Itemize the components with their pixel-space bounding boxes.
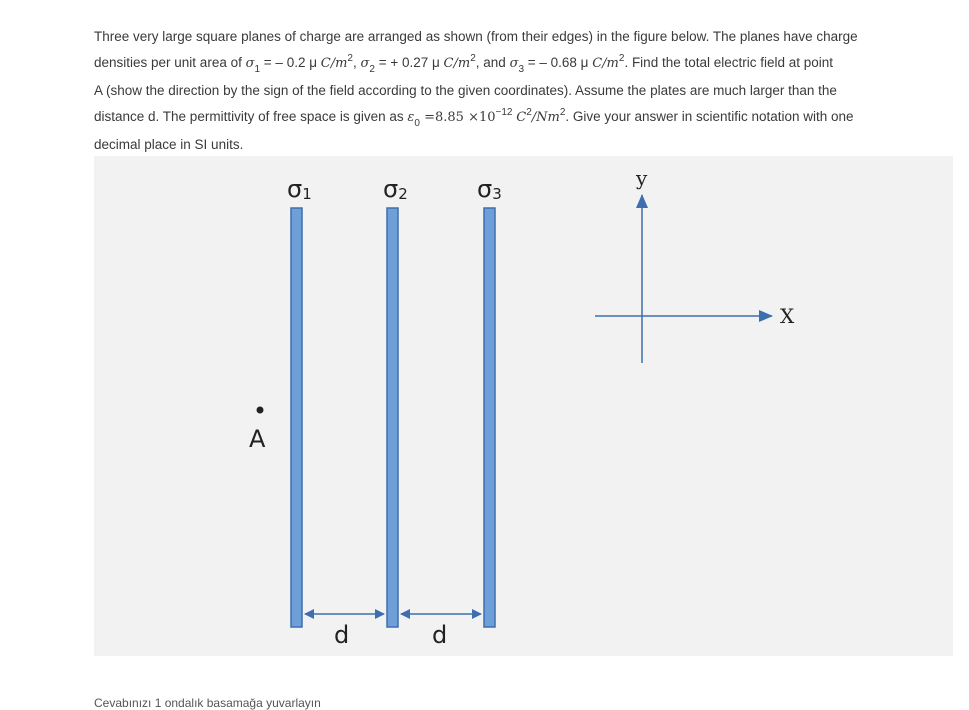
question-line-2: densities per unit area of $\sigma_1$ = – 0.2 μ $C/m^2$, $\sigma_2$ = + 0.27 μ $C/m^2$, and $\sigma_3$ = – 0.68 μ $C/m^2$. Find the total electric field at point: [94, 53, 834, 75]
sigma3-symbol: σ: [509, 56, 519, 71]
spacing-label-1: d: [334, 621, 350, 649]
sigma2-symbol: σ: [360, 56, 370, 71]
plate-3-label: σ3: [477, 175, 502, 203]
y-axis-label: y: [636, 166, 648, 190]
x-axis-label: X: [780, 304, 795, 328]
spacing-label-2: d: [432, 621, 448, 649]
plate-1: [291, 208, 302, 627]
question-line-4: distance d. The permittivity of free space is given as $\varepsilon_0 =8.85 \times 10^{-12}$ $C^2/Nm^2$. Give your answer in scientific notation with one: [94, 107, 854, 129]
plate-2-label: σ2: [383, 175, 408, 203]
question-text: [94, 24, 944, 158]
answer-hint: Cevabınızı 1 ondalık basamağa yuvarlayın: [94, 696, 321, 710]
plate-3: [484, 208, 495, 627]
sigma1-symbol: σ: [245, 56, 255, 71]
question-line-5: decimal place in SI units.: [94, 137, 244, 152]
figure-canvas: [94, 156, 953, 656]
epsilon-symbol: ε: [407, 110, 415, 125]
plate-2: [387, 208, 398, 627]
physics-figure: [94, 156, 953, 656]
point-a-label: A: [249, 425, 266, 453]
plate-1-label: σ1: [287, 175, 312, 203]
question-line-3: A (show the direction by the sign of the field according to the given coordinates). Assume the plates are much larger than the: [94, 83, 837, 98]
question-line-1: Three very large square planes of charge are arranged as shown (from their edges) in the figure below. The planes have charge: [94, 29, 858, 44]
point-a-dot: [257, 407, 264, 414]
